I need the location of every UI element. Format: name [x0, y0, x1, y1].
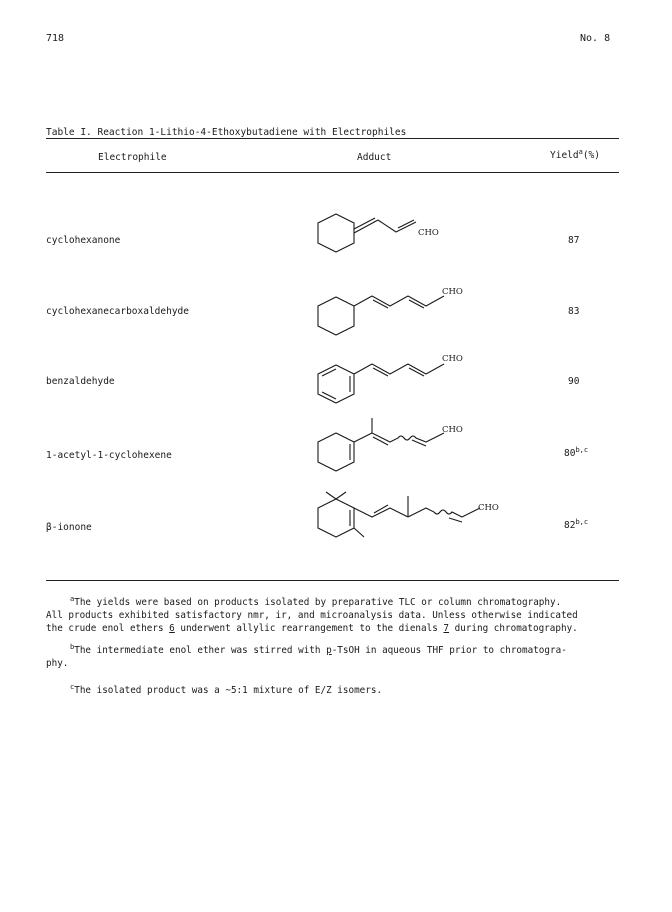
- header-adduct: Adduct: [357, 152, 392, 163]
- row-3-cho-label: CHO: [442, 354, 463, 364]
- row-5-double-bond-2-inner: [449, 518, 462, 522]
- row-3-adduct-svg: [308, 352, 468, 408]
- row-1-cho-label: CHO: [418, 228, 439, 238]
- footnote-b-line-2: phy.: [46, 658, 69, 669]
- row-3-adduct-structure: [308, 352, 468, 411]
- row-1-electrophile: cyclohexanone: [46, 235, 121, 246]
- row-3-yield: [568, 376, 579, 387]
- row-3-electrophile: benzaldehyde: [46, 376, 115, 387]
- row-1-yield-value: 87: [568, 235, 580, 246]
- row-3-benzene-inner-3: [322, 392, 336, 399]
- row-2-yield-value: 83: [568, 306, 580, 317]
- footnote-a-ref-7: 7: [443, 623, 450, 634]
- row-3-diene-chain: [354, 364, 444, 374]
- issue-label: No. 8: [580, 33, 611, 44]
- row-4-adduct-svg: [308, 416, 478, 476]
- row-2-cho-label: CHO: [442, 287, 463, 297]
- row-3-benzene-ring: [318, 365, 354, 403]
- footnote-a-mark: a: [70, 595, 75, 603]
- row-4-yield: [564, 448, 588, 459]
- footnote-b: [46, 644, 621, 670]
- row-3-benzene-inner-1: [322, 369, 336, 376]
- row-1-adduct-svg: [308, 210, 448, 260]
- row-2-adduct-structure: [308, 284, 468, 343]
- footnote-a-ref-6: 6: [169, 623, 175, 634]
- footnote-b-text-1b: -TsOH in aqueous THF prior to chromatogra-: [331, 645, 567, 656]
- row-5-yield-value: 82: [564, 520, 576, 531]
- row-4-cyclohexene-ring: [318, 433, 354, 471]
- row-5-ring-methyl: [354, 528, 364, 537]
- footnote-a-text-3c: during chromatography.: [449, 623, 578, 634]
- row-5-adduct-svg: [308, 490, 508, 552]
- row-1-adduct-structure: [308, 210, 448, 263]
- row-2-cyclohexane-ring: [318, 297, 354, 335]
- footnote-b-line-1: [46, 644, 621, 657]
- footnote-c: [46, 684, 621, 697]
- row-5-cyclohexene-ring: [318, 499, 354, 537]
- table-bottom-rule: [46, 580, 619, 581]
- row-5-gem-dimethyl-1: [326, 492, 336, 499]
- row-1-yield: [568, 235, 579, 246]
- row-2-adduct-svg: [308, 284, 468, 340]
- footnote-b-text-1a: The intermediate enol ether was stirred with: [74, 645, 327, 656]
- header-electrophile: Electrophile: [98, 152, 167, 163]
- row-5-electrophile: β-ionone: [46, 522, 92, 533]
- header-rule: [46, 172, 619, 173]
- row-5-gem-dimethyl-2: [336, 492, 346, 499]
- row-5-yield-footnotes: b,c: [575, 518, 589, 526]
- table-caption: Table I. Reaction 1-Lithio-4-Ethoxybutadiene with Electrophiles: [46, 127, 407, 138]
- row-2-electrophile: cyclohexanecarboxaldehyde: [46, 306, 189, 317]
- header-yield-footnote-mark: a: [578, 148, 583, 156]
- footnote-a-text-3a: the crude enol ethers: [46, 623, 170, 634]
- footnote-a-line-3: [46, 622, 621, 635]
- footnote-a-line-2: All products exhibited satisfactory nmr, ir, and microanalysis data. Unless otherwise indicated: [46, 610, 578, 621]
- row-5-double-bond-1-inner: [374, 505, 388, 513]
- row-4-double-bond-1-inner: [373, 437, 388, 445]
- row-5-cho-label: CHO: [478, 503, 499, 513]
- row-4-cho-label: CHO: [442, 425, 463, 435]
- row-5-diene-chain: [408, 508, 480, 517]
- row-4-electrophile: 1-acetyl-1-cyclohexene: [46, 450, 172, 461]
- page-number: 718: [46, 33, 65, 44]
- header-yield-unit: (%): [582, 150, 600, 161]
- row-1-cyclohexane-ring: [318, 214, 354, 252]
- footnote-b-mark: b: [70, 643, 75, 651]
- row-4-yield-footnotes: b,c: [575, 446, 589, 454]
- row-3-yield-value: 90: [568, 376, 580, 387]
- header-yield: [550, 150, 600, 161]
- footnote-b-p-prefix: p: [326, 645, 332, 656]
- footnote-a-line-1: [46, 596, 621, 609]
- row-2-yield: [568, 306, 579, 317]
- footnote-c-line-1: [46, 684, 621, 697]
- table-top-rule: [46, 138, 619, 139]
- row-4-yield-value: 80: [564, 448, 576, 459]
- row-4-diene-chain: [354, 433, 444, 442]
- footnote-a-text-1: The yields were based on products isolated by preparative TLC or column chromatography.: [74, 597, 562, 608]
- row-4-adduct-structure: [308, 416, 478, 479]
- header-yield-text: Yield: [550, 150, 579, 161]
- row-5-adduct-structure: [308, 490, 508, 555]
- footnote-a: [46, 596, 621, 635]
- footnote-a-text-3b: underwent allylic rearrangement to the dienals: [174, 623, 444, 634]
- footnote-c-mark: c: [70, 683, 75, 691]
- row-2-diene-chain: [354, 296, 444, 306]
- footnote-c-text: The isolated product was a ~5:1 mixture of E/Z isomers.: [74, 685, 383, 696]
- row-5-yield: [564, 520, 588, 531]
